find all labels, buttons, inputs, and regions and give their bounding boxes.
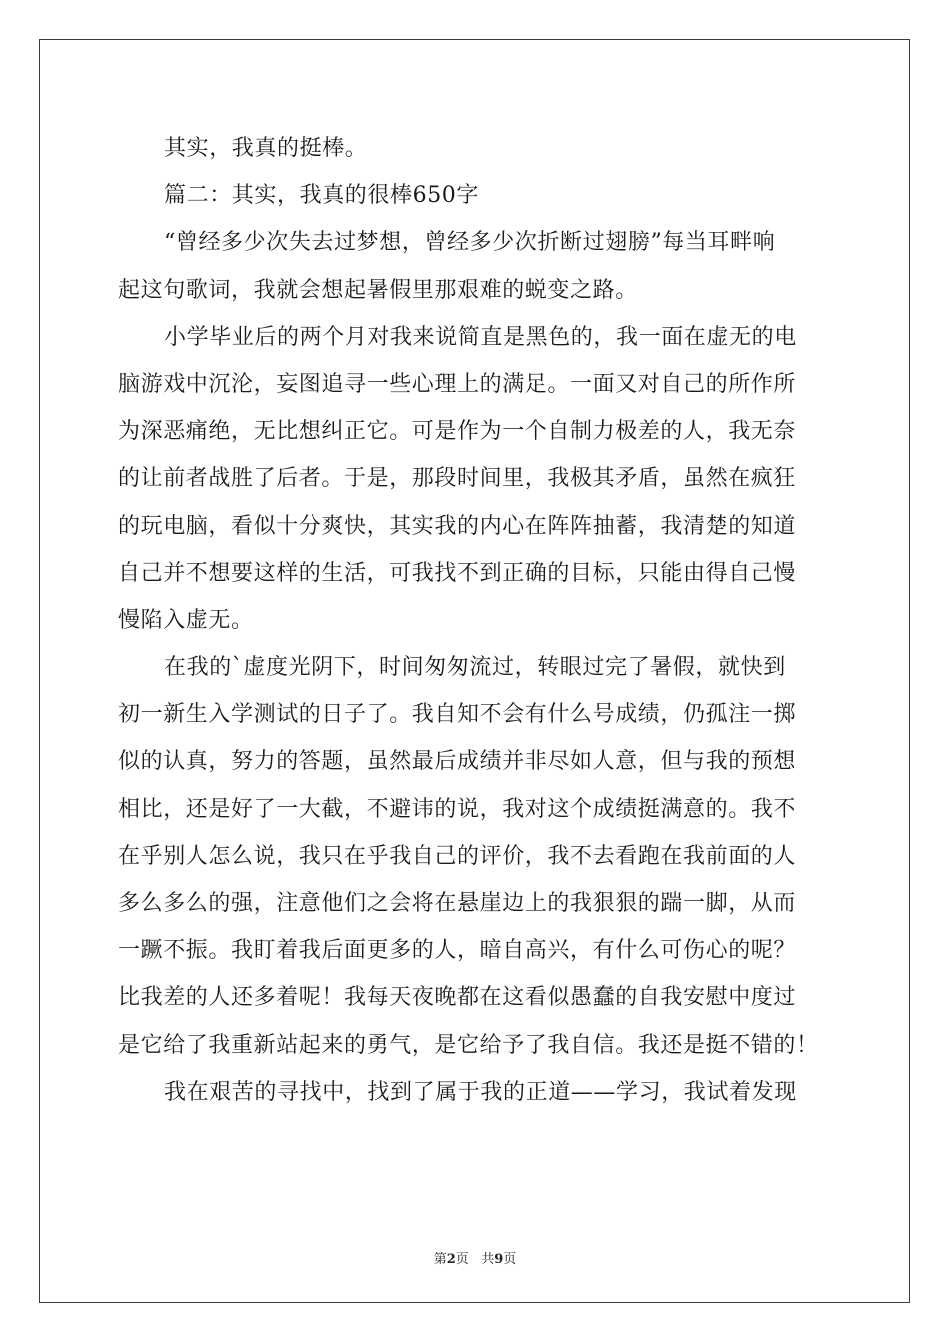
text-line: 初一新生入学测试的日子了。我自知不会有什么号成绩，仍孤注一掷 bbox=[118, 702, 797, 728]
text-line: 小学毕业后的两个月对我来说简直是黑色的，我一面在虚无的电 bbox=[164, 324, 797, 350]
text-line: “曾经多少次失去过梦想，曾经多少次折断过翅膀”每当耳畔响 bbox=[164, 230, 776, 256]
text-line: 慢陷入虚无。 bbox=[118, 607, 254, 633]
document-body bbox=[118, 130, 838, 1121]
footer-total-suffix: 页 bbox=[503, 1252, 517, 1267]
footer-total-prefix: 共 bbox=[481, 1252, 495, 1267]
text-line: 为深恶痛绝，无比想纠正它。可是作为一个自制力极差的人，我无奈 bbox=[118, 419, 797, 445]
text-line: 起这句歌词，我就会想起暑假里那艰难的蜕变之路。 bbox=[118, 277, 638, 303]
current-page-number: 2 bbox=[446, 1252, 456, 1267]
text-line: 在乎别人怎么说，我只在乎我自己的评价，我不去看跑在我前面的人 bbox=[118, 843, 797, 869]
text-line: 在我的`虚度光阴下，时间匆匆流过，转眼过完了暑假，就快到 bbox=[164, 655, 786, 681]
text-line: 其实，我真的挺棒。 bbox=[164, 136, 368, 161]
footer-prefix: 第 bbox=[433, 1252, 447, 1267]
page-footer bbox=[0, 1248, 950, 1267]
text-line: 比我差的人还多着呢！我每天夜晚都在这看似愚蠢的自我安慰中度过 bbox=[118, 985, 797, 1011]
text-line: 脑游戏中沉沦，妄图追寻一些心理上的满足。一面又对自己的所作所 bbox=[118, 371, 797, 397]
text-line: 一蹶不振。我盯着我后面更多的人，暗自高兴，有什么可伤心的呢？ bbox=[118, 938, 797, 964]
footer-page-word: 页 bbox=[455, 1252, 469, 1267]
total-page-number: 9 bbox=[494, 1252, 504, 1267]
text-line: 相比，还是好了一大截，不避讳的说，我对这个成绩挺满意的。我不 bbox=[118, 796, 797, 822]
text-line: 是它给了我重新站起来的勇气，是它给予了我自信。我还是挺不错的！ bbox=[118, 1032, 819, 1058]
text-line: 的玩电脑，看似十分爽快，其实我的内心在阵阵抽蓄，我清楚的知道 bbox=[118, 513, 797, 539]
text-line: 的让前者战胜了后者。于是，那段时间里，我极其矛盾，虽然在疯狂 bbox=[118, 466, 797, 492]
text-line: 篇二：其实，我真的很棒650字 bbox=[164, 183, 479, 209]
text-line: 似的认真，努力的答题，虽然最后成绩并非尽如人意，但与我的预想 bbox=[118, 749, 797, 775]
text-line: 我在艰苦的寻找中，找到了属于我的正道——学习，我试着发现 bbox=[164, 1079, 797, 1105]
text-line: 自己并不想要这样的生活，可我找不到正确的目标，只能由得自己慢 bbox=[118, 560, 797, 586]
text-line: 多么多么的强，注意他们之会将在悬崖边上的我狠狠的踹一脚，从而 bbox=[118, 891, 797, 916]
